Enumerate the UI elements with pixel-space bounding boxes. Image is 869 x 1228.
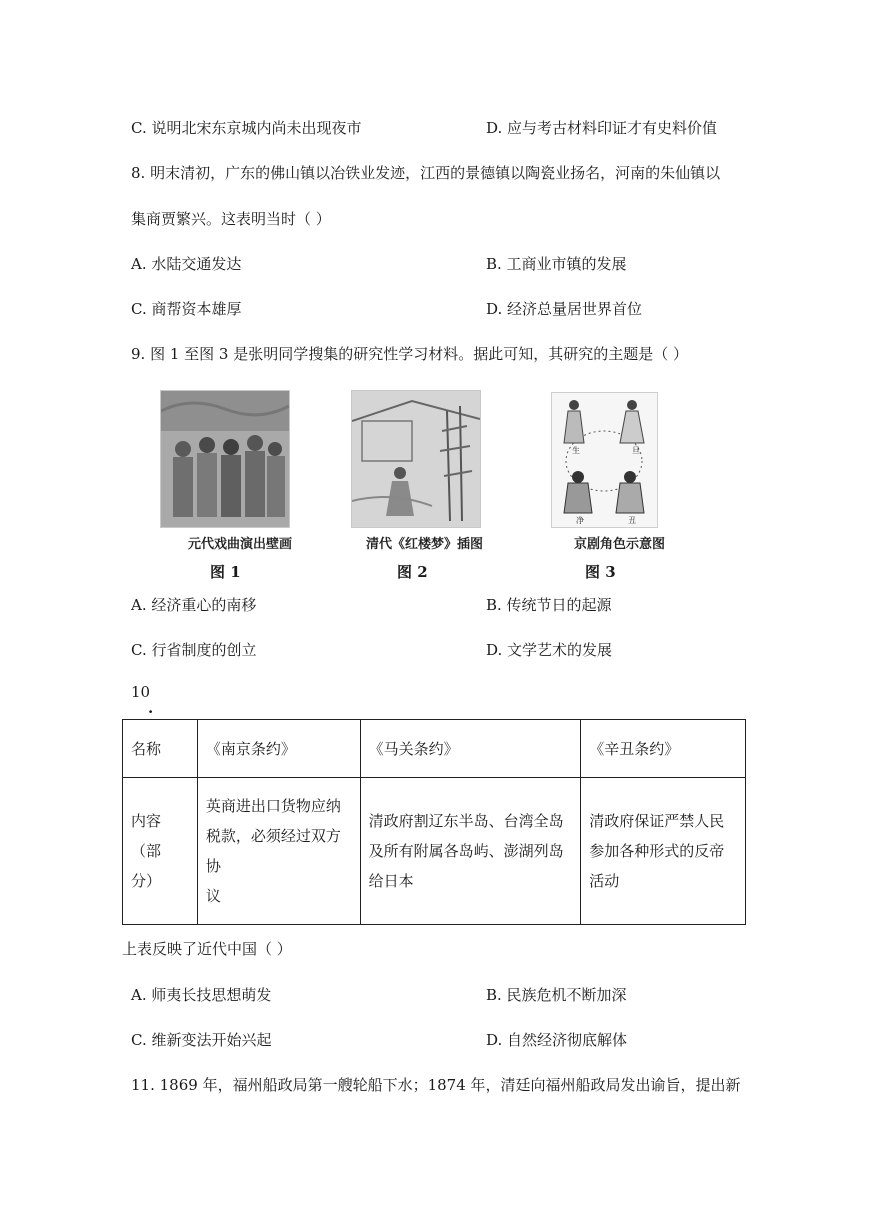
figure-1-mural-image: [160, 390, 290, 528]
cell-line: 及所有附属各岛屿、澎湖列岛: [368, 842, 564, 860]
q10-stem: 上表反映了近代中国（ ）: [122, 940, 292, 958]
opera-roles-icon: [552, 393, 657, 527]
q10-option-d: D. 自然经济彻底解体: [486, 1031, 628, 1049]
q11-stem-line1: 11. 1869 年，福州船政局第一艘轮船下水；1874 年，清廷向福州船政局发出谕旨，提出新: [131, 1076, 741, 1094]
q8-option-d: D. 经济总量居世界首位: [486, 300, 643, 318]
role-chou: 丑: [628, 516, 636, 525]
cell-line: 活动: [589, 872, 620, 890]
q7-option-c: C. 说明北宋东京城内尚未出现夜市: [131, 119, 362, 137]
figure-2-caption: 清代《红楼梦》插图: [366, 537, 484, 552]
table-header-cell: 《辛丑条约》: [581, 720, 746, 778]
cell-line: 英商进出口货物应纳: [205, 797, 341, 815]
q8-option-c: C. 商帮资本雄厚: [131, 300, 242, 318]
q10-number: 10: [131, 683, 151, 701]
q8-stem-line2: 集商贾繁兴。这表明当时（ ）: [131, 210, 331, 228]
figure-3-label: 图 3: [585, 563, 616, 581]
role-dan: 旦: [632, 446, 640, 455]
table-header-cell: 《马关条约》: [360, 720, 581, 778]
table-header-row: [123, 720, 746, 778]
role-sheng: 生: [572, 446, 580, 455]
q9-option-b: B. 传统节日的起源: [486, 596, 612, 614]
table-cell-xinchou: [581, 778, 746, 925]
figure-3-roles-diagram: [551, 392, 658, 528]
cell-line: 税款，必须经过双方协: [205, 827, 341, 875]
q9-option-c: C. 行省制度的创立: [131, 641, 257, 659]
q10-option-b: B. 民族危机不断加深: [486, 986, 627, 1004]
figure-1-caption: 元代戏曲演出壁画: [188, 537, 293, 552]
table-header-cell: 《南京条约》: [197, 720, 360, 778]
cell-line: 给日本: [368, 872, 414, 890]
q10-dot: .: [148, 699, 154, 717]
row-label-line: 分）: [131, 872, 162, 890]
cell-line: 清政府保证严禁人民: [589, 812, 725, 830]
table-row-label: [123, 778, 198, 925]
table-cell-maguan: [360, 778, 581, 925]
q9-stem: 9. 图 1 至图 3 是张明同学搜集的研究性学习材料。据此可知，其研究的主题是（ ）: [131, 345, 689, 363]
q7-option-d: D. 应与考古材料印证才有史料价值: [486, 119, 718, 137]
role-jing: 净: [576, 516, 584, 525]
figure-2-illustration-image: [351, 390, 481, 528]
q10-option-a: A. 师夷长技思想萌发: [131, 986, 272, 1004]
figure-2-label: 图 2: [397, 563, 428, 581]
q8-stem-line1: 8. 明末清初，广东的佛山镇以冶铁业发迹，江西的景德镇以陶瓷业扬名，河南的朱仙镇以: [131, 164, 721, 182]
q9-option-a: A. 经济重心的南移: [131, 596, 257, 614]
cell-line: 参加各种形式的反帝: [589, 842, 725, 860]
cell-line: 清政府割辽东半岛、台湾全岛: [368, 812, 564, 830]
mural-figures-icon: [161, 391, 289, 527]
garden-scene-icon: [352, 391, 480, 527]
q9-option-d: D. 文学艺术的发展: [486, 641, 613, 659]
treaty-table: [122, 719, 746, 925]
q8-option-a: A. 水陆交通发达: [131, 255, 242, 273]
q10-option-c: C. 维新变法开始兴起: [131, 1031, 272, 1049]
table-cell-nanjing: [197, 778, 360, 925]
table-header-cell: 名称: [123, 720, 198, 778]
cell-line: 议: [205, 887, 221, 905]
row-label-line: 内容（部: [131, 812, 162, 860]
figure-3-caption: 京剧角色示意图: [574, 537, 666, 552]
q8-option-b: B. 工商业市镇的发展: [486, 255, 627, 273]
table-row: [123, 778, 746, 925]
figure-1-label: 图 1: [210, 563, 241, 581]
